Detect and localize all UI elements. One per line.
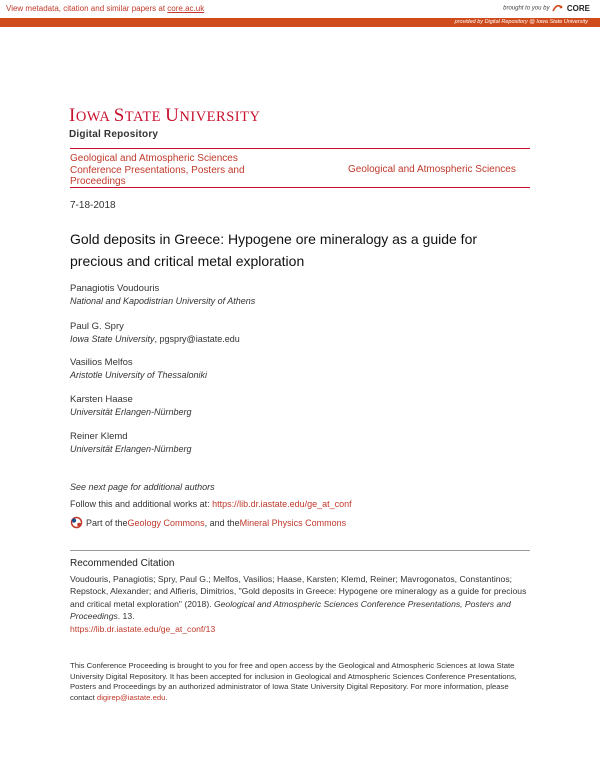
author-affiliation: Aristotle University of Thessaloniki bbox=[70, 370, 208, 380]
divider-top bbox=[70, 148, 530, 149]
author-name: Panagiotis Voudouris bbox=[70, 283, 160, 294]
author-name: Paul G. Spry bbox=[70, 321, 124, 332]
citation-divider bbox=[70, 550, 530, 551]
author-block bbox=[70, 320, 240, 346]
core-logo-icon bbox=[551, 3, 563, 13]
contact-email-link[interactable]: digirep@iastate.edu bbox=[96, 692, 166, 702]
collection-link-department[interactable]: Geological and Atmospheric Sciences bbox=[348, 164, 516, 175]
university-name: IOWA STATE UNIVERSITY bbox=[69, 105, 261, 126]
part-of-line: Part of the Geology Commons , and the Mineral Physics Commons bbox=[70, 516, 346, 529]
author-affiliation: Iowa State University bbox=[70, 334, 155, 344]
mineral-physics-commons-link[interactable]: Mineral Physics Commons bbox=[239, 517, 347, 528]
follow-works-link[interactable]: https://lib.dr.iastate.edu/ge_at_conf bbox=[212, 499, 352, 509]
recommended-citation-heading: Recommended Citation bbox=[70, 558, 175, 569]
repository-name: Digital Repository bbox=[69, 129, 159, 140]
author-name: Reiner Klemd bbox=[70, 431, 128, 442]
publication-date: 7-18-2018 bbox=[70, 200, 116, 211]
paper-title: Gold deposits in Greece: Hypogene ore mineralogy as a guide for precious and critical metal exploration bbox=[70, 231, 478, 269]
access-statement: This Conference Proceeding is brought to you for free and open access by the Geological and Atmospheric Sciences at Iowa State University Digital Repository. It has been accepted for inclusion in Geological and Atmospheric Sciences Conference Presentations, Posters and Proceedings by an authorized administrator of Iowa State University Digital Repository. For more information, please contact digirep@iastate.edu. bbox=[70, 661, 517, 702]
author-block bbox=[70, 356, 207, 382]
author-affiliation: Universität Erlangen-Nürnberg bbox=[70, 444, 192, 454]
isu-logo bbox=[69, 106, 260, 140]
author-affiliation: Universität Erlangen-Nürnberg bbox=[70, 407, 192, 417]
author-affiliation: National and Kapodistrian University of Athens bbox=[70, 296, 256, 306]
author-name: Vasilios Melfos bbox=[70, 357, 133, 368]
core-header bbox=[0, 0, 600, 19]
geology-commons-link[interactable]: Geology Commons bbox=[127, 517, 205, 528]
author-block bbox=[70, 282, 255, 308]
divider-bottom bbox=[70, 187, 530, 188]
author-block bbox=[70, 393, 192, 419]
author-block bbox=[70, 430, 192, 456]
collection-link-conference[interactable]: Geological and Atmospheric Sciences Conference Presentations, Posters and Proceedings bbox=[70, 153, 245, 187]
author-name: Karsten Haase bbox=[70, 394, 133, 405]
see-next-page-note: See next page for additional authors bbox=[70, 482, 215, 492]
citation-url-link[interactable]: https://lib.dr.iastate.edu/ge_at_conf/13 bbox=[70, 623, 216, 634]
follow-line: Follow this and additional works at: https://lib.dr.iastate.edu/ge_at_conf bbox=[70, 499, 352, 509]
core-branding: brought to you by CORE bbox=[503, 3, 590, 13]
provided-by-bar: provided by Digital Repository @ Iowa State University bbox=[0, 18, 600, 27]
network-commons-icon bbox=[70, 516, 83, 529]
author-email: , pgspry@iastate.edu bbox=[154, 334, 240, 344]
recommended-citation: Voudouris, Panagiotis; Spry, Paul G.; Melfos, Vasilios; Haase, Karsten; Klemd, Reiner; Mavrogonatos, Constantinos; Repstock, Alexander; and Alfieris, Dimitrios, "Gold deposits in Greece: Hypogene ore mineralogy as a guide for precious and critical metal exploration" (2018). Geological and Atmospheric Sciences Conference Presentations, Posters and Proceedings. 13. https://lib.dr.iastate.edu/ge_at_conf/13 bbox=[70, 574, 527, 634]
core-metadata-link[interactable]: View metadata, citation and similar papers at core.ac.uk bbox=[6, 4, 205, 13]
